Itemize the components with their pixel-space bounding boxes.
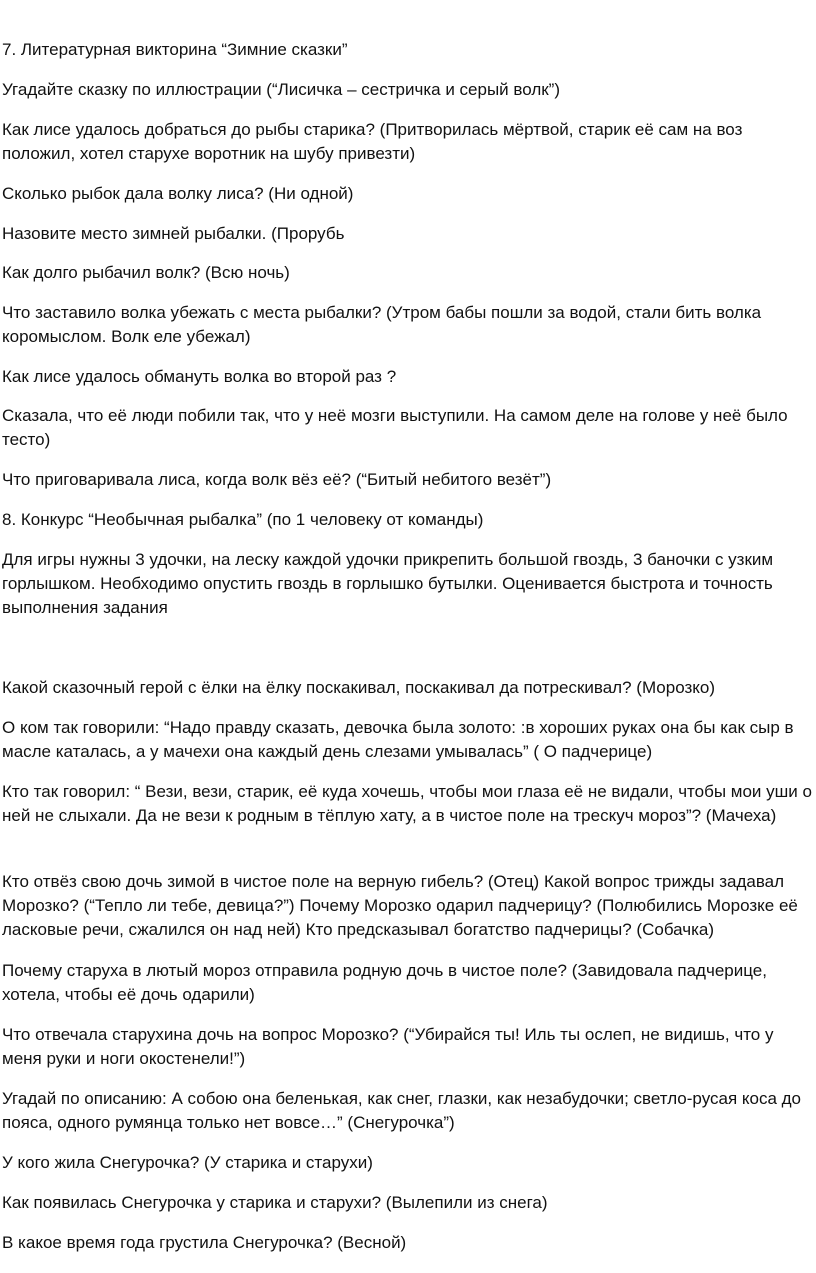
question-stepmother: Кто так говорил: “ Вези, вези, старик, её куда хочешь, чтобы мои глаза её не видали, чтобы мои уши о ней не слыхали. Да не вези к родным в тёплую хату, а в чистое поле на трескуч мороз”? (Мачеха) bbox=[2, 782, 812, 825]
question-guess-tale: Угадайте сказку по иллюстрации (“Лисичка – сестричка и серый волк”) bbox=[2, 80, 560, 99]
question-father: Кто отвёз свою дочь зимой в чистое поле на верную гибель? (Отец) Какой вопрос трижды задавал Морозко? (“Тепло ли тебе, девица?”) Почему Морозко одарил падчерицу? (Полюбились Морозке её ласковые речи, сжалился он над ней) Кто предсказывал богатство падчерицы? (Собачка) bbox=[2, 872, 798, 939]
contest-description: Для игры нужны 3 удочки, на леску каждой удочки прикрепить большой гвоздь, 3 баночки с узким горлышком. Необходимо опустить гвоздь в горлышко бутылки. Оценивается быстрота и точность выполнения задания bbox=[2, 550, 774, 617]
question-snegurochka-home: У кого жила Снегурочка? (У старика и старухи) bbox=[2, 1153, 373, 1172]
quiz-title: 7. Литературная викторина “Зимние сказки” bbox=[2, 40, 348, 59]
answer-second-trick: Сказала, что её люди побили так, что у неё мозги выступили. На самом деле на голове у неё было тесто) bbox=[2, 406, 788, 449]
question-fox-fish: Как лисе удалось добраться до рыбы старика? (Притворилась мёртвой, старик её сам на воз положил, хотел старухе воротник на шубу привезти) bbox=[2, 120, 743, 163]
question-snegurochka-desc: Угадай по описанию: А собою она беленькая, как снег, глазки, как незабудочки; светло-русая коса до пояса, одного румянца только нет вовсе…” (Снегурочка”) bbox=[2, 1089, 802, 1132]
question-wolf-escape: Что заставило волка убежать с места рыбалки? (Утром бабы пошли за водой, стали бить волка коромыслом. Волк еле убежал) bbox=[2, 303, 762, 346]
question-second-trick: Как лисе удалось обмануть волка во второй раз ? bbox=[2, 367, 397, 386]
question-snegurochka-season: В какое время года грустила Снегурочка? (Весной) bbox=[2, 1233, 407, 1252]
question-fishing-place: Назовите место зимней рыбалки. (Прорубь bbox=[2, 224, 345, 243]
question-stepdaughter: О ком так говорили: “Надо правду сказать, девочка была золото: :в хороших руках она бы как сыр в масле каталась, а у мачехи она каждый день слезами умывалась” ( О падчерице) bbox=[2, 718, 794, 761]
question-morozko-hero: Какой сказочный герой с ёлки на ёлку поскакивал, поскакивал да потрескивал? (Морозко) bbox=[2, 678, 716, 697]
question-fishing-time: Как долго рыбачил волк? (Всю ночь) bbox=[2, 263, 290, 282]
question-fox-saying: Что приговаривала лиса, когда волк вёз её? (“Битый небитого везёт”) bbox=[2, 470, 552, 489]
question-daughter-answer: Что отвечала старухина дочь на вопрос Морозко? (“Убирайся ты! Иль ты ослеп, не видишь, что у меня руки и ноги окостенели!”) bbox=[2, 1025, 774, 1068]
question-old-woman: Почему старуха в лютый мороз отправила родную дочь в чистое поле? (Завидовала падчерице, хотела, чтобы её дочь одарили) bbox=[2, 961, 767, 1004]
question-snegurochka-origin: Как появилась Снегурочка у старика и старухи? (Вылепили из снега) bbox=[2, 1193, 548, 1212]
question-fish-count: Сколько рыбок дала волку лиса? (Ни одной) bbox=[2, 184, 354, 203]
contest-title: 8. Конкурс “Необычная рыбалка” (по 1 человеку от команды) bbox=[2, 510, 484, 529]
